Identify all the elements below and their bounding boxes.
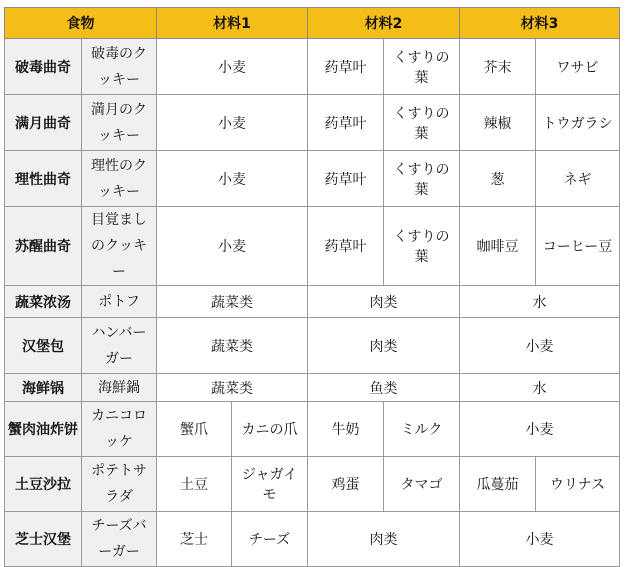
- ingredient-cell: 芥末: [460, 39, 536, 95]
- ingredient-cell: チーズ: [232, 512, 308, 567]
- food-name-chinese: 蔬菜浓汤: [5, 286, 82, 318]
- food-name-chinese: 苏醒曲奇: [5, 207, 82, 286]
- food-name-chinese: 理性曲奇: [5, 151, 82, 207]
- ingredient-cell: 鸡蛋: [308, 457, 384, 512]
- food-name-japanese: 理性のクッキー: [82, 151, 157, 207]
- ingredient-cell: くすりの葉: [384, 151, 460, 207]
- food-name-japanese: 破毒のクッキー: [82, 39, 157, 95]
- ingredient-cell: 肉类: [308, 512, 460, 567]
- ingredient-cell: 肉类: [308, 318, 460, 374]
- ingredient-cell: ジャガイモ: [232, 457, 308, 512]
- table-row: [5, 512, 620, 567]
- ingredient-cell: コーヒー豆: [536, 207, 620, 286]
- food-name-japanese: 海鮮鍋: [82, 374, 157, 402]
- food-name-japanese: 満月のクッキー: [82, 95, 157, 151]
- food-name-japanese: ポトフ: [82, 286, 157, 318]
- table-row: [5, 374, 620, 402]
- ingredient-cell: 小麦: [460, 512, 620, 567]
- food-name-japanese: カニコロッケ: [82, 402, 157, 457]
- table-body: [5, 39, 620, 567]
- ingredient-cell: くすりの葉: [384, 39, 460, 95]
- ingredient-cell: ウリナス: [536, 457, 620, 512]
- food-name-chinese: 芝士汉堡: [5, 512, 82, 567]
- ingredient-cell: 小麦: [157, 151, 308, 207]
- table-row: [5, 95, 620, 151]
- food-name-japanese: ポテトサラダ: [82, 457, 157, 512]
- food-name-japanese: チーズバーガー: [82, 512, 157, 567]
- ingredient-cell: 药草叶: [308, 39, 384, 95]
- ingredient-cell: 辣椒: [460, 95, 536, 151]
- header-row: [5, 8, 620, 39]
- food-name-chinese: 海鲜锅: [5, 374, 82, 402]
- recipe-table: [4, 7, 620, 567]
- header-ingredient-1: 材料1: [157, 8, 308, 39]
- food-name-japanese: 目覚ましのクッキー: [82, 207, 157, 286]
- table-row: [5, 286, 620, 318]
- ingredient-cell: ワサビ: [536, 39, 620, 95]
- ingredient-cell: 葱: [460, 151, 536, 207]
- ingredient-cell: 蔬菜类: [157, 318, 308, 374]
- ingredient-cell: 小麦: [460, 402, 620, 457]
- ingredient-cell: タマゴ: [384, 457, 460, 512]
- ingredient-cell: 土豆: [157, 457, 232, 512]
- ingredient-cell: 咖啡豆: [460, 207, 536, 286]
- ingredient-cell: 小麦: [157, 207, 308, 286]
- ingredient-cell: ネギ: [536, 151, 620, 207]
- ingredient-cell: 小麦: [157, 39, 308, 95]
- ingredient-cell: 蔬菜类: [157, 374, 308, 402]
- header-ingredient-2: 材料2: [308, 8, 460, 39]
- ingredient-cell: 鱼类: [308, 374, 460, 402]
- ingredient-cell: 药草叶: [308, 151, 384, 207]
- header-food: 食物: [5, 8, 157, 39]
- ingredient-cell: 牛奶: [308, 402, 384, 457]
- ingredient-cell: 水: [460, 286, 620, 318]
- ingredient-cell: トウガラシ: [536, 95, 620, 151]
- table-row: [5, 39, 620, 95]
- table-row: [5, 318, 620, 374]
- ingredient-cell: カニの爪: [232, 402, 308, 457]
- table-row: [5, 457, 620, 512]
- ingredient-cell: 小麦: [157, 95, 308, 151]
- ingredient-cell: 药草叶: [308, 207, 384, 286]
- ingredient-cell: 蟹爪: [157, 402, 232, 457]
- food-name-chinese: 土豆沙拉: [5, 457, 82, 512]
- table-row: [5, 151, 620, 207]
- food-name-chinese: 破毒曲奇: [5, 39, 82, 95]
- ingredient-cell: 蔬菜类: [157, 286, 308, 318]
- ingredient-cell: 肉类: [308, 286, 460, 318]
- ingredient-cell: くすりの葉: [384, 207, 460, 286]
- table-row: [5, 207, 620, 286]
- ingredient-cell: 小麦: [460, 318, 620, 374]
- food-name-japanese: ハンバーガー: [82, 318, 157, 374]
- ingredient-cell: くすりの葉: [384, 95, 460, 151]
- ingredient-cell: 芝士: [157, 512, 232, 567]
- food-name-chinese: 满月曲奇: [5, 95, 82, 151]
- ingredient-cell: 药草叶: [308, 95, 384, 151]
- table-row: [5, 402, 620, 457]
- food-name-chinese: 蟹肉油炸饼: [5, 402, 82, 457]
- food-name-chinese: 汉堡包: [5, 318, 82, 374]
- header-ingredient-3: 材料3: [460, 8, 620, 39]
- ingredient-cell: ミルク: [384, 402, 460, 457]
- ingredient-cell: 瓜蔓茄: [460, 457, 536, 512]
- ingredient-cell: 水: [460, 374, 620, 402]
